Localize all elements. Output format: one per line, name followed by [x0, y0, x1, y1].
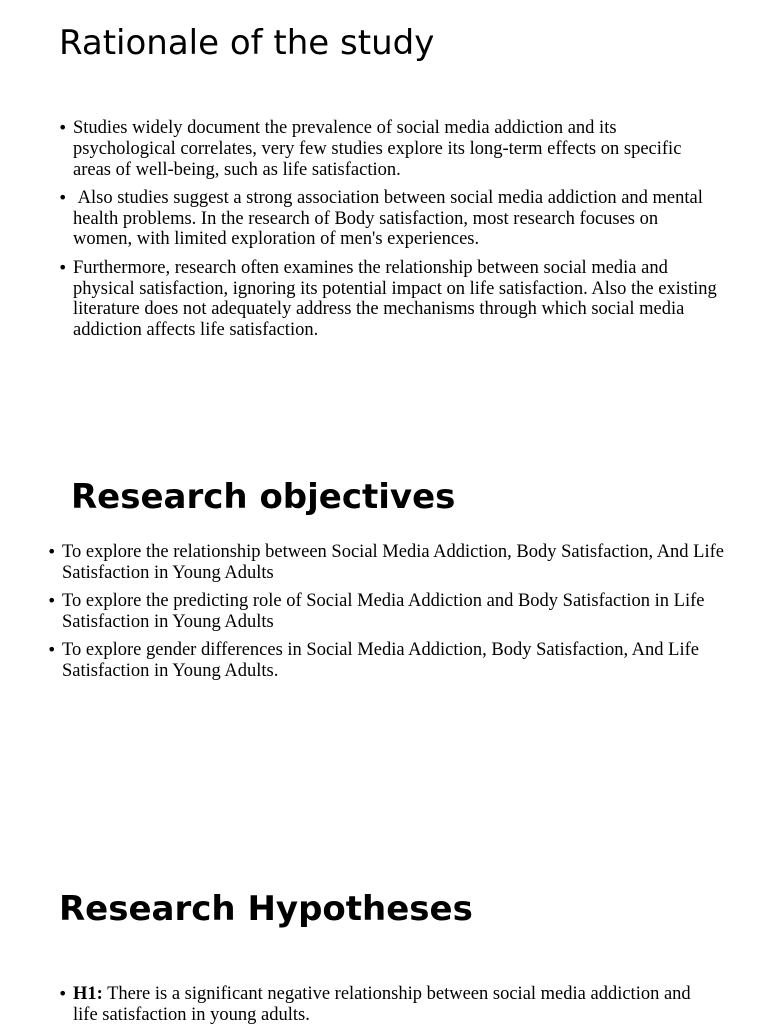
objectives-title: Research objectives [71, 477, 456, 517]
objective-bullet-text: To explore gender differences in Social Media Addiction, Body Satisfaction, And Life Satisfaction in Young Adults. [62, 640, 699, 681]
rationale-list [58, 118, 718, 348]
objective-bullet [47, 640, 762, 682]
bullet-marker: • [58, 118, 68, 137]
bullet-marker: • [47, 591, 57, 611]
hypotheses-list [58, 984, 713, 1033]
hypotheses-title: Research Hypotheses [59, 889, 473, 929]
objective-bullet-text: To explore the predicting role of Social Media Addiction and Body Satisfaction in Life Satisfaction in Young Adults [62, 591, 705, 632]
rationale-bullet-text: Furthermore, research often examines the relationship between social media and physical satisfaction, ignoring its potential impact on life satisfaction. Also the existing literature does not adequately address the mechanisms through which social media addiction affects life satisfaction. [73, 257, 717, 341]
rationale-title: Rationale of the study [59, 23, 435, 63]
bullet-marker: • [47, 542, 57, 561]
bullet-marker: • [58, 257, 68, 277]
objectives-list [47, 542, 762, 689]
rationale-bullet-text: Studies widely document the prevalence of social media addiction and its psychological correlates, very few studies explore its long-term effects on specific areas of well-being, such as life satisfaction. [73, 118, 687, 180]
objective-bullet-text: To explore the relationship between Social Media Addiction, Body Satisfaction, And Life Satisfaction in Young Adults [62, 542, 724, 583]
hypothesis-bullet [58, 984, 713, 1026]
hypothesis-text: There is a significant negative relationship between social media addiction and life satisfaction in young adults. [73, 984, 696, 1025]
rationale-bullet [58, 187, 718, 250]
rationale-bullet [58, 118, 718, 180]
bullet-marker: • [58, 187, 68, 207]
objective-bullet [47, 542, 762, 584]
objective-bullet [47, 591, 762, 633]
rationale-bullet-text: Also studies suggest a strong association between social media addiction and mental health problems. In the research of Body satisfaction, most research focuses on women, with limited exploration of men's experiences. [73, 187, 708, 250]
hypothesis-id: H1: [73, 984, 103, 1004]
rationale-bullet [58, 257, 718, 341]
bullet-marker: • [58, 984, 68, 1003]
bullet-marker: • [47, 640, 57, 660]
